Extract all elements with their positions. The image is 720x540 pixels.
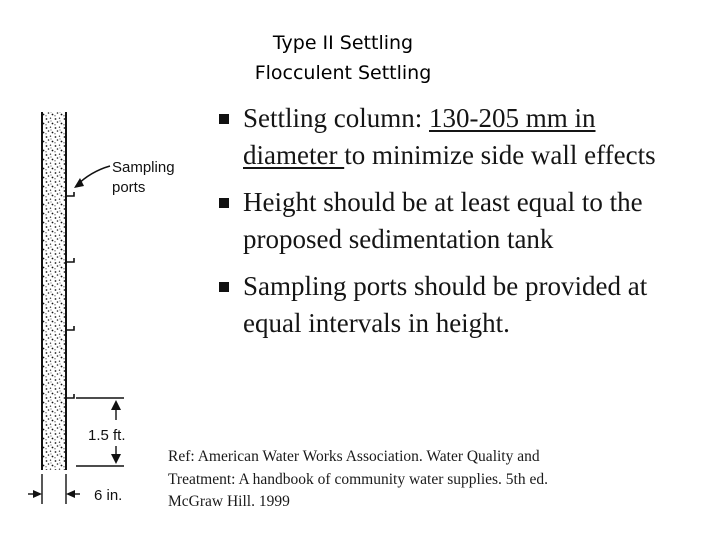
bullet-list bbox=[216, 100, 696, 352]
reference-citation bbox=[168, 446, 638, 514]
bullet-1-tail: to minimize side wall effects bbox=[344, 140, 656, 170]
bullet-3-text: Sampling ports should be provided at equal intervals in height. bbox=[243, 271, 648, 338]
bullet-2-text: Height should be at least equal to the proposed sedimentation tank bbox=[243, 187, 643, 254]
reference-line-3: McGraw Hill. 1999 bbox=[168, 493, 290, 510]
sampling-label-line-2: ports bbox=[112, 179, 146, 196]
title-line-1: Type II Settling bbox=[272, 32, 414, 54]
sampling-label-line-1: Sampling bbox=[112, 159, 175, 176]
reference-line-1: Ref: American Water Works Association. Water Quality and bbox=[168, 448, 540, 465]
bullet-1-underlined: 130-205 mm in diameter bbox=[243, 103, 596, 170]
bullet-item-column-size bbox=[216, 100, 696, 174]
bullet-square-icon bbox=[219, 114, 229, 124]
bullet-item-height bbox=[216, 184, 696, 258]
reference-line-2: Treatment: A handbook of community water supplies. 5th ed. bbox=[168, 470, 548, 488]
bullet-item-sampling-ports bbox=[216, 268, 696, 342]
column-body bbox=[42, 112, 66, 470]
slide-title bbox=[0, 28, 686, 88]
sampling-port-nozzles bbox=[66, 192, 74, 398]
title-line-2: Flocculent Settling bbox=[254, 62, 432, 84]
diameter-label: 6 in. bbox=[94, 487, 123, 504]
bullet-square-icon bbox=[219, 198, 229, 208]
bullet-square-icon bbox=[219, 282, 229, 292]
diameter-dimension bbox=[28, 474, 80, 504]
bullet-1-lead: Settling column: bbox=[243, 103, 429, 133]
spacing-label: 1.5 ft. bbox=[88, 427, 126, 444]
